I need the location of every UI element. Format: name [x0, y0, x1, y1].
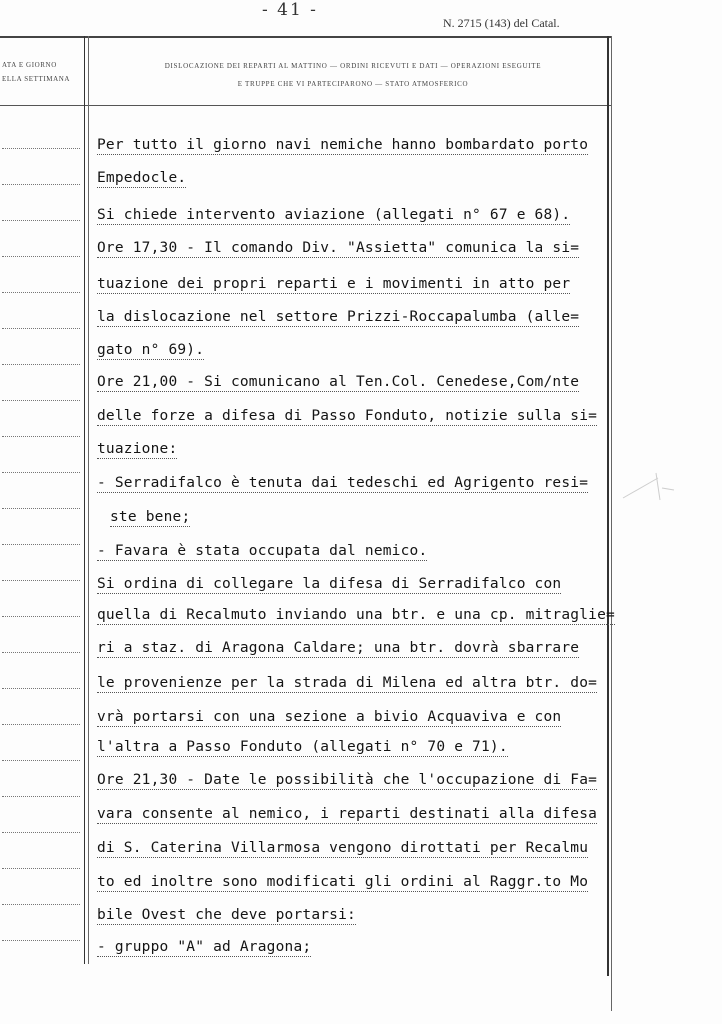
left-row-line	[2, 544, 80, 545]
body-line-text: bile Ovest che deve portarsi:	[97, 907, 356, 923]
left-row-line	[2, 184, 80, 185]
left-row-line	[2, 580, 80, 581]
body-line	[97, 205, 570, 225]
right-column-rule-outer	[611, 36, 612, 1011]
left-row-line	[2, 796, 80, 797]
left-column-rule	[84, 36, 85, 964]
main-column-header	[96, 57, 610, 93]
body-line	[97, 804, 597, 824]
body-line	[97, 307, 579, 327]
body-line-text: delle forze a difesa di Passo Fonduto, notizie sulla si=	[97, 408, 598, 424]
body-line-text: to ed inoltre sono modificati gli ordini al Raggr.to Mo	[97, 874, 589, 890]
body-line	[97, 872, 588, 892]
header-rule-top	[0, 36, 612, 38]
body-line-text: Ore 17,30 - Il comando Div. "Assietta" comunica la si=	[97, 240, 580, 256]
body-line	[97, 541, 427, 561]
body-line-text: vrà portarsi con una sezione a bivio Acquaviva e con	[97, 709, 562, 725]
page-number: - 41 -	[262, 0, 318, 20]
left-row-line	[2, 616, 80, 617]
left-row-line	[2, 328, 80, 329]
body-line	[97, 238, 579, 258]
body-line	[97, 605, 615, 625]
left-row-line	[2, 148, 80, 149]
body-line	[97, 168, 186, 188]
body-line-text: tuazione dei propri reparti e i movimenti in atto per	[97, 276, 571, 292]
left-column-header-line: ATA E GIORNO	[2, 61, 57, 69]
body-line-text: quella di Recalmuto inviando una btr. e una cp. mitraglie=	[97, 607, 615, 623]
body-line-text: l'altra a Passo Fonduto (allegati n° 70 e 71).	[97, 739, 508, 755]
body-line	[97, 937, 311, 957]
left-row-line	[2, 436, 80, 437]
body-line	[97, 673, 597, 693]
body-line	[97, 372, 579, 392]
body-line-text: - Serradifalco è tenuta dai tedeschi ed Agrigento resi=	[97, 475, 589, 491]
body-line-text: Si chiede intervento aviazione (allegati n° 67 e 68).	[97, 207, 571, 223]
body-line	[97, 638, 579, 658]
left-row-line	[2, 400, 80, 401]
left-row-line	[2, 364, 80, 365]
header-rule-bottom	[0, 105, 612, 106]
left-column-header	[2, 58, 82, 86]
body-line	[97, 905, 356, 925]
body-line-text: le provenienze per la strada di Milena ed altra btr. do=	[97, 675, 598, 691]
body-line-text: tuazione:	[97, 441, 178, 457]
body-line-text: - Favara è stata occupata dal nemico.	[97, 543, 428, 559]
left-row-line	[2, 292, 80, 293]
body-line	[97, 406, 597, 426]
left-row-line	[2, 652, 80, 653]
left-row-line	[2, 760, 80, 761]
pencil-mark-icon	[618, 468, 678, 508]
main-column-header-line: E TRUPPE CHE VI PARTECIPARONO — STATO ATMOSFERICO	[237, 80, 469, 88]
body-line-text: vara consente al nemico, i reparti destinati alla difesa	[97, 806, 598, 822]
body-line-text: ste bene;	[110, 509, 191, 525]
left-row-line	[2, 508, 80, 509]
body-line	[97, 770, 597, 790]
body-line-text: Per tutto il giorno navi nemiche hanno bombardato porto	[97, 137, 589, 153]
catalog-number: N. 2715 (143) del Catal.	[443, 16, 560, 30]
left-row-line	[2, 220, 80, 221]
left-row-line	[2, 472, 80, 473]
body-line-text: - gruppo "A" ad Aragona;	[97, 939, 312, 955]
body-line-text: di S. Caterina Villarmosa vengono dirottati per Recalmu	[97, 840, 589, 856]
body-line	[97, 340, 204, 360]
left-row-line	[2, 904, 80, 905]
left-row-line	[2, 832, 80, 833]
body-line-text: gato n° 69).	[97, 342, 205, 358]
body-line-text: la dislocazione nel settore Prizzi-Roccapalumba (alle=	[97, 309, 580, 325]
right-column-rule	[607, 36, 609, 976]
body-line-text: Ore 21,00 - Si comunicano al Ten.Col. Cenedese,Com/nte	[97, 374, 580, 390]
left-row-line	[2, 724, 80, 725]
left-column-rule-inner	[88, 36, 89, 964]
left-row-line	[2, 868, 80, 869]
body-line	[97, 838, 588, 858]
main-column-header-line: DISLOCAZIONE DEI REPARTI AL MATTINO — ORDINI RICEVUTI E DATI — OPERAZIONI ESEGUITE	[164, 62, 542, 70]
body-line	[97, 707, 561, 727]
left-column-header-line: ELLA SETTIMANA	[2, 75, 71, 83]
body-line	[110, 507, 190, 527]
body-line-text: Si ordina di collegare la difesa di Serradifalco con	[97, 576, 562, 592]
left-row-line	[2, 256, 80, 257]
body-line-text: ri a staz. di Aragona Caldare; una btr. dovrà sbarrare	[97, 640, 580, 656]
body-line	[97, 439, 177, 459]
body-line	[97, 737, 508, 757]
left-row-line	[2, 940, 80, 941]
body-line	[97, 574, 561, 594]
body-line	[97, 135, 588, 155]
body-line	[97, 473, 588, 493]
left-row-line	[2, 688, 80, 689]
body-line-text: Ore 21,30 - Date le possibilità che l'occupazione di Fa=	[97, 772, 598, 788]
body-line	[97, 274, 570, 294]
body-line-text: Empedocle.	[97, 170, 187, 186]
